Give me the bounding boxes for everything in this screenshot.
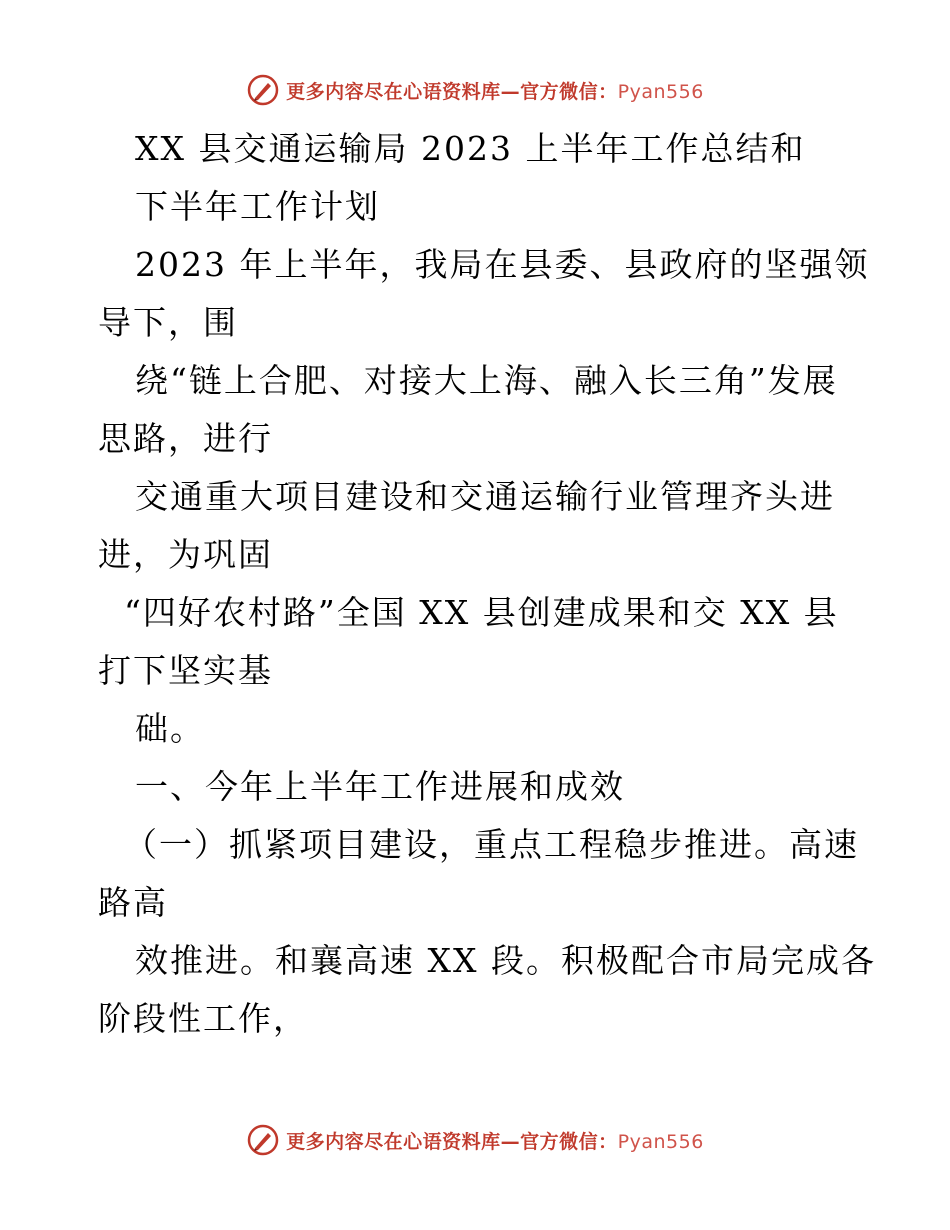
paragraph-line: 础。 (135, 709, 205, 748)
subsection-heading: （一）抓紧项目建设，重点工程稳步推进。高速 (124, 825, 859, 864)
watermark-id: Pyan556 (617, 80, 704, 103)
paragraph-line: “四好农村路”全国 XX 县创建成果和交 XX 县 (124, 593, 839, 632)
paragraph-line: 绕“链上合肥、对接大上海、融入长三角”发展 (135, 361, 838, 400)
section-heading: 一、今年上半年工作进展和成效 (135, 767, 625, 806)
footer-watermark (0, 1120, 950, 1160)
paragraph-line: 打下坚实基 (98, 651, 273, 690)
title-line-1: XX 县交通运输局 2023 上半年工作总结和 (135, 129, 806, 168)
paragraph-line: 效推进。和襄高速 XX 段。积极配合市局完成各 (135, 941, 876, 980)
watermark-id: Pyan556 (617, 1130, 704, 1153)
paragraph-line: 进，为巩固 (98, 535, 273, 574)
pen-logo-icon (246, 1123, 280, 1157)
pen-logo-icon (246, 73, 280, 107)
paragraph-line: 交通重大项目建设和交通运输行业管理齐头进 (135, 477, 835, 516)
paragraph-line: 2023 年上半年，我局在县委、县政府的坚强领 (135, 245, 870, 284)
document-body (98, 120, 878, 1048)
paragraph-line: 导下，围 (98, 303, 238, 342)
paragraph-line: 思路，进行 (98, 419, 273, 458)
title-line-2: 下半年工作计划 (135, 187, 380, 226)
watermark-text: 更多内容尽在心语资料库—官方微信：Pyan556 (286, 1130, 704, 1153)
header-watermark (0, 70, 950, 110)
paragraph-line: 路高 (98, 883, 168, 922)
watermark-text: 更多内容尽在心语资料库—官方微信：Pyan556 (286, 80, 704, 103)
paragraph-line: 阶段性工作， (98, 999, 308, 1038)
